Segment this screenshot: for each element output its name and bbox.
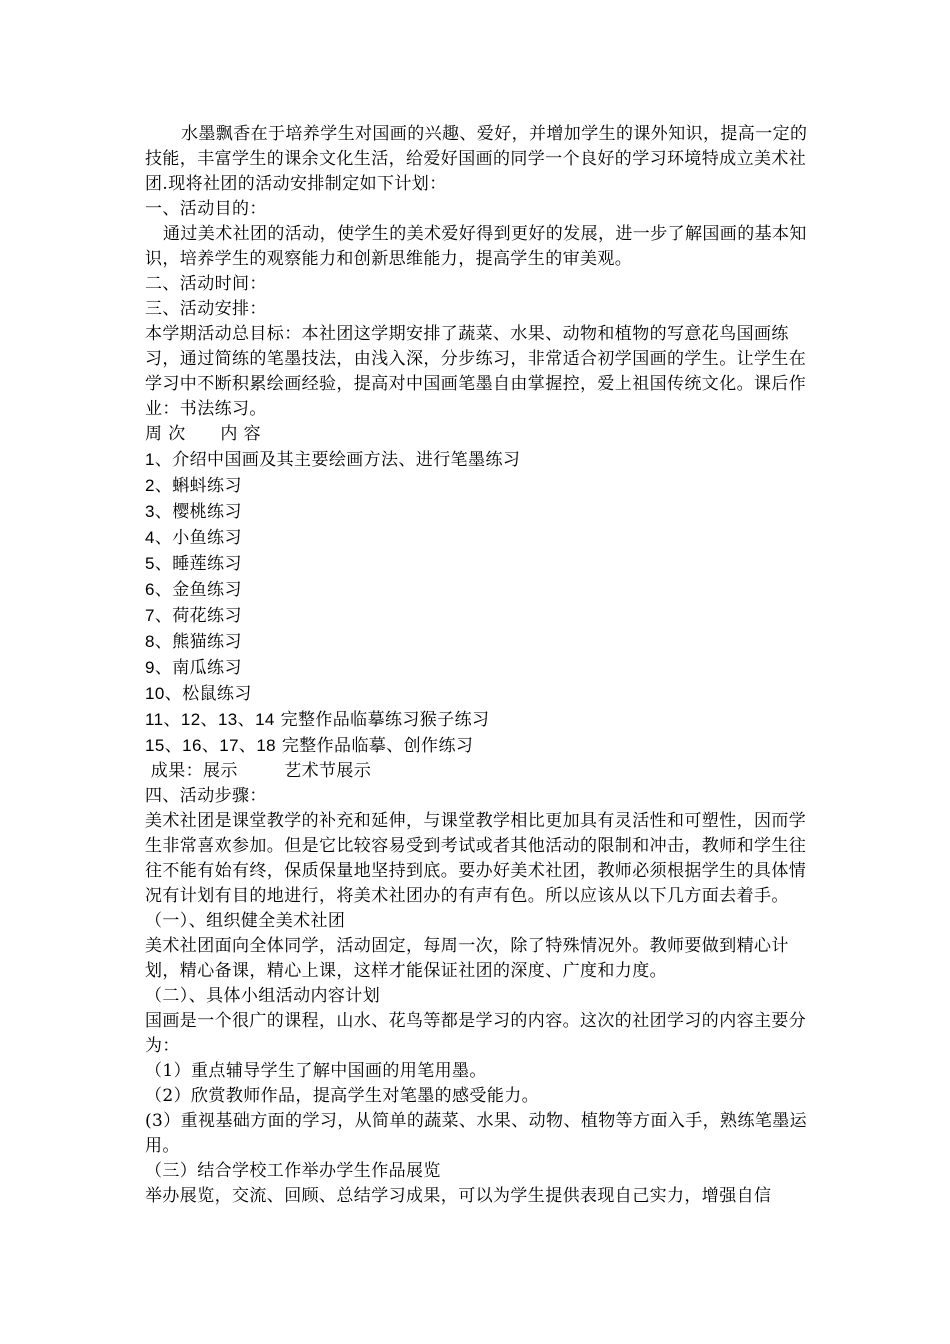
schedule-item xyxy=(145,473,810,499)
week-number: 7 xyxy=(145,606,155,625)
week-number: 10 xyxy=(145,684,165,703)
subsection-2-item: (3）重视基础方面的学习，从简单的蔬菜、水果、动物、植物等方面入手，熟练笔墨运用。 xyxy=(145,1111,808,1156)
section-3-body: 本学期活动总目标：本社团这学期安排了蔬菜、水果、动物和植物的写意花鸟国画练习，通过简练的笔墨技法，由浅入深，分步练习，非常适合初学国画的学生。让学生在学习中不断积累绘画经验，提高对中国画笔墨自由掌握控，爱上祖国传统文化。课后作业：书法练习。 xyxy=(145,324,807,419)
schedule-item xyxy=(145,629,810,655)
week-content: 、荷花练习 xyxy=(154,606,242,626)
week-number: 2 xyxy=(145,476,155,495)
week-content: 、小鱼练习 xyxy=(154,528,242,548)
schedule-header: 周 次 内 容 xyxy=(145,424,262,444)
schedule-item xyxy=(145,551,810,577)
section-1-title: 一、活动目的： xyxy=(145,199,267,219)
schedule-item xyxy=(145,733,810,759)
subsection-1-title: （一）、组织健全美术社团 xyxy=(145,911,346,931)
schedule-item xyxy=(145,655,810,681)
week-content: 、樱桃练习 xyxy=(154,502,242,522)
week-content: 、熊猫练习 xyxy=(154,632,242,652)
week-content: 、蝌蚪练习 xyxy=(154,476,242,496)
week-content: 、松鼠练习 xyxy=(164,684,252,704)
schedule-item xyxy=(145,681,810,707)
week-content: 、睡莲练习 xyxy=(154,554,242,574)
section-2-title: 二、活动时间： xyxy=(145,274,267,294)
week-number: 3 xyxy=(145,502,155,521)
subsection-3-title: （三）结合学校工作举办学生作品展览 xyxy=(145,1161,441,1181)
subsection-2-item: （1）重点辅导学生了解中国画的用笔用墨。 xyxy=(145,1061,487,1081)
subsection-2-item: （2）欣赏教师作品，提高学生对笔墨的感受能力。 xyxy=(145,1086,540,1106)
schedule-item xyxy=(145,447,810,473)
subsection-1-body: 美术社团面向全体同学，活动固定，每周一次，除了特殊情况外。教师要做到精心计划，精心备课，精心上课，这样才能保证社团的深度、广度和力度。 xyxy=(145,936,789,981)
schedule-item xyxy=(145,707,810,733)
week-content: 完整作品临摹练习猴子练习 xyxy=(274,710,490,730)
week-number: 6 xyxy=(145,580,155,599)
schedule-item xyxy=(145,577,810,603)
subsection-2-body: 国画是一个很广的课程，山水、花鸟等都是学习的内容。这次的社团学习的内容主要分为： xyxy=(145,1011,807,1056)
section-3-title: 三、活动安排： xyxy=(145,299,267,319)
week-number: 4 xyxy=(145,528,155,547)
schedule-item xyxy=(145,525,810,551)
schedule-list xyxy=(145,447,810,759)
intro-paragraph: 水墨飘香在于培养学生对国画的兴趣、爱好，并增加学生的课外知识，提高一定的技能，丰富学生的课余文化生活，给爱好国画的同学一个良好的学习环境特成立美术社团.现将社团的活动安排制定如下计划： xyxy=(145,124,808,194)
week-content: 完整作品临摹、创作练习 xyxy=(276,736,474,756)
schedule-item xyxy=(145,499,810,525)
week-content: 、南瓜练习 xyxy=(154,658,242,678)
section-1-body: 通过美术社团的活动，使学生的美术爱好得到更好的发展，进一步了解国画的基本知识，培养学生的观察能力和创新思维能力，提高学生的审美观。 xyxy=(145,224,807,269)
week-number: 8 xyxy=(145,632,155,651)
document-page xyxy=(145,122,810,1209)
section-4-body: 美术社团是课堂教学的补充和延伸，与课堂教学相比更加具有灵活性和可塑性，因而学生非常喜欢参加。但是它比较容易受到考试或者其他活动的限制和冲击，教师和学生往往不能有始有终，保质保量地坚持到底。要办好美术社团，教师必须根据学生的具体情况有计划有目的地进行，将美术社团办的有声有色。所以应该从以下几方面去着手。 xyxy=(145,811,807,906)
subsection-3-body: 举办展览，交流、回顾、总结学习成果，可以为学生提供表现自己实力，增强自信 xyxy=(145,1186,772,1206)
result-line: 成果：展示 艺术节展示 xyxy=(145,761,372,781)
week-number: 15、16、17、18 xyxy=(145,736,277,755)
subsection-2-title: （二）、具体小组活动内容计划 xyxy=(145,986,381,1006)
week-content: 、介绍中国画及其主要绘画方法、进行笔墨练习 xyxy=(154,450,521,470)
week-content: 、金鱼练习 xyxy=(154,580,242,600)
week-number: 1 xyxy=(145,450,155,469)
week-number: 9 xyxy=(145,658,155,677)
section-4-title: 四、活动步骤： xyxy=(145,786,267,806)
week-number: 11、12、13、14 xyxy=(145,710,275,729)
week-number: 5 xyxy=(145,554,155,573)
schedule-item xyxy=(145,603,810,629)
